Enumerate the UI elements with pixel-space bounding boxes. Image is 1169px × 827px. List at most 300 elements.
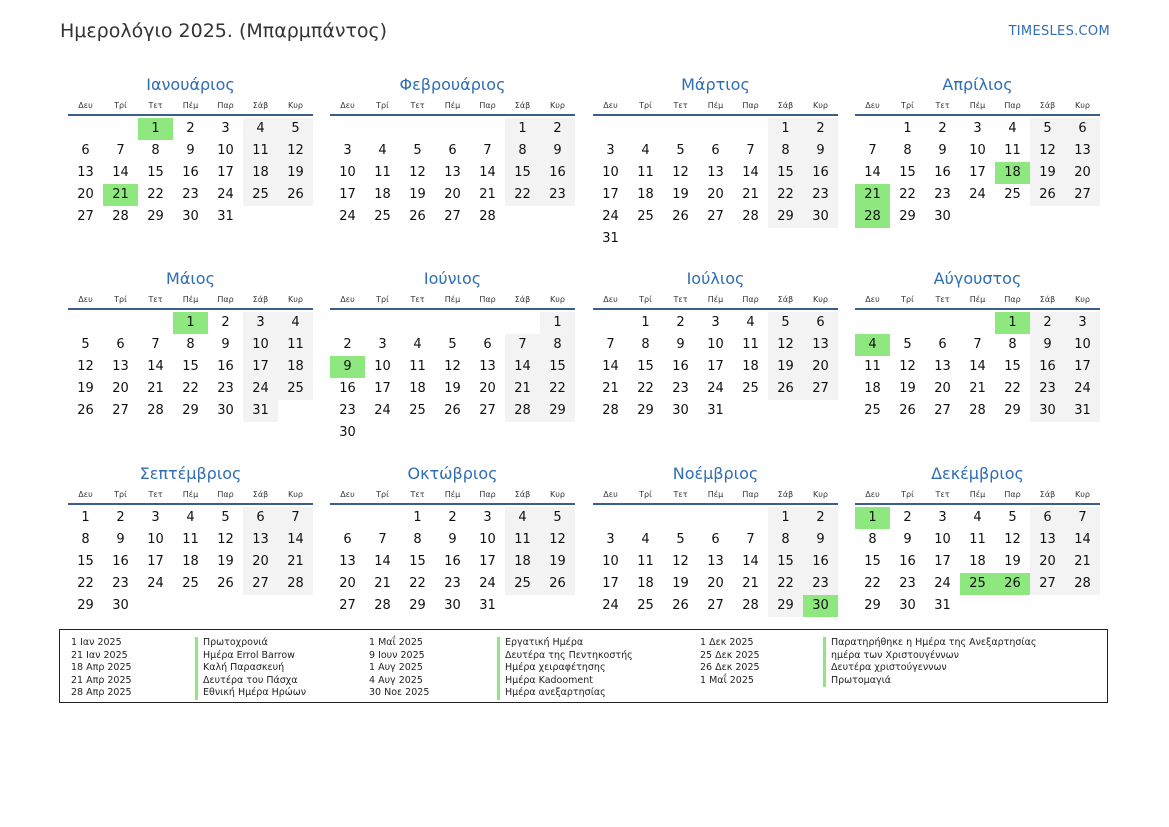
day-cell: 17 <box>707 359 724 374</box>
day-cell: 15 <box>147 165 164 180</box>
day-cell: 12 <box>672 165 689 180</box>
day-cell: 10 <box>969 143 986 158</box>
empty-cell <box>68 312 103 334</box>
day-cell: 23 <box>112 576 129 591</box>
day-cell: 18 <box>278 356 313 378</box>
month-name: Αύγουστος <box>933 269 1022 288</box>
day-cell: 1 <box>903 121 912 136</box>
day-cell: 7 <box>116 143 125 158</box>
day-cell: 27 <box>934 403 951 418</box>
day-cell: 19 <box>1004 554 1021 569</box>
weekday-label: Τετ <box>673 295 688 304</box>
day-cell: 26 <box>768 378 803 400</box>
day-cell: 8 <box>903 143 912 158</box>
weekday-label: Πέμ <box>969 490 986 499</box>
day-cell: 5 <box>676 143 685 158</box>
day-cell: 20 <box>1030 551 1065 573</box>
day-cell: 8 <box>768 529 803 551</box>
weekday-label: Τρί <box>114 101 127 110</box>
day-cell: 28 <box>374 598 391 613</box>
day-cell: 3 <box>606 143 615 158</box>
weekday-label: Δευ <box>78 101 93 110</box>
day-cell: 30 <box>339 425 356 440</box>
day-cell: 22 <box>899 187 916 202</box>
day-cell: 16 <box>672 359 689 374</box>
legend-holiday-name: Ημέρα Errol Barrow <box>203 649 295 661</box>
day-cell: 15 <box>540 356 575 378</box>
day-cell: 8 <box>151 143 160 158</box>
day-grid <box>593 118 838 250</box>
day-cell: 5 <box>81 337 90 352</box>
weekday-label: Τρί <box>376 101 389 110</box>
legend-dates-col-2 <box>369 637 429 700</box>
weekday-label: Πέμ <box>444 101 461 110</box>
day-cell: 13 <box>77 165 94 180</box>
weekday-label: Κυρ <box>288 101 303 110</box>
day-cell: 2 <box>221 315 230 330</box>
weekday-label: Παρ <box>479 490 496 499</box>
empty-cell <box>855 312 890 334</box>
day-cell: 11 <box>278 334 313 356</box>
day-cell: 6 <box>803 312 838 334</box>
day-grid <box>855 312 1100 422</box>
day-cell: 8 <box>641 337 650 352</box>
day-cell: 14 <box>602 359 619 374</box>
legend-date: 1 Αυγ 2025 <box>369 662 423 673</box>
day-cell: 3 <box>938 510 947 525</box>
day-cell: 23 <box>899 576 916 591</box>
day-cell: 17 <box>1065 356 1100 378</box>
day-cell: 14 <box>278 529 313 551</box>
weekday-label: Σάβ <box>777 101 794 110</box>
empty-cell <box>628 507 663 529</box>
day-cell: 2 <box>676 315 685 330</box>
holiday-day-cell: 1 <box>855 507 890 529</box>
day-cell: 11 <box>505 529 540 551</box>
day-cell: 21 <box>374 576 391 591</box>
day-cell: 3 <box>973 121 982 136</box>
holiday-day-cell: 26 <box>995 573 1030 595</box>
day-cell: 1 <box>768 118 803 140</box>
day-cell: 8 <box>186 337 195 352</box>
day-cell: 23 <box>934 187 951 202</box>
day-grid <box>68 507 313 617</box>
day-cell: 12 <box>899 359 916 374</box>
day-cell: 26 <box>77 403 94 418</box>
day-cell: 27 <box>803 378 838 400</box>
weekday-label: Κυρ <box>1075 490 1090 499</box>
weekday-label: Τετ <box>935 490 950 499</box>
day-cell: 12 <box>768 334 803 356</box>
day-grid <box>330 507 575 617</box>
day-cell: 12 <box>77 359 94 374</box>
day-cell: 25 <box>374 209 391 224</box>
day-cell: 8 <box>505 140 540 162</box>
day-cell: 26 <box>278 184 313 206</box>
day-cell: 8 <box>81 532 90 547</box>
day-cell: 7 <box>606 337 615 352</box>
day-cell: 16 <box>339 381 356 396</box>
day-cell: 9 <box>540 140 575 162</box>
day-cell: 23 <box>672 381 689 396</box>
weekday-label: Δευ <box>340 490 355 499</box>
day-cell: 6 <box>116 337 125 352</box>
month-block <box>68 463 313 617</box>
legend-holiday-name: Δευτέρα του Πάσχα <box>203 674 298 686</box>
day-cell: 18 <box>374 187 391 202</box>
day-cell: 27 <box>339 598 356 613</box>
legend-date: 28 Απρ 2025 <box>71 687 132 698</box>
day-cell: 6 <box>448 143 457 158</box>
holiday-day-cell: 9 <box>330 356 365 378</box>
day-cell: 10 <box>217 143 234 158</box>
day-cell: 23 <box>217 381 234 396</box>
day-cell: 2 <box>803 507 838 529</box>
day-cell: 18 <box>637 576 654 591</box>
holiday-day-cell: 25 <box>960 573 995 595</box>
day-cell: 3 <box>606 532 615 547</box>
weekday-header <box>855 100 1100 116</box>
day-cell: 27 <box>112 403 129 418</box>
month-name: Απρίλιος <box>942 75 1013 94</box>
day-cell: 22 <box>147 187 164 202</box>
day-cell: 24 <box>934 576 951 591</box>
day-cell: 10 <box>339 165 356 180</box>
day-cell: 18 <box>409 381 426 396</box>
day-cell: 21 <box>742 576 759 591</box>
day-cell: 23 <box>803 184 838 206</box>
month-name: Νοέμβριος <box>672 464 759 483</box>
weekday-label: Σάβ <box>1039 101 1056 110</box>
empty-cell <box>733 118 768 140</box>
day-cell: 10 <box>707 337 724 352</box>
site-link[interactable]: TIMESLES.COM <box>1008 24 1110 39</box>
day-cell: 30 <box>899 598 916 613</box>
empty-cell <box>663 507 698 529</box>
day-cell: 28 <box>602 403 619 418</box>
day-cell: 10 <box>934 532 951 547</box>
day-cell: 5 <box>448 337 457 352</box>
day-cell: 11 <box>243 140 278 162</box>
day-cell: 15 <box>1004 359 1021 374</box>
day-cell: 6 <box>711 143 720 158</box>
weekday-label: Τρί <box>639 295 652 304</box>
day-cell: 5 <box>676 532 685 547</box>
weekday-label: Τετ <box>148 101 163 110</box>
day-cell: 13 <box>243 529 278 551</box>
weekday-label: Παρ <box>217 295 234 304</box>
day-cell: 11 <box>637 165 654 180</box>
weekday-label: Κυρ <box>1075 101 1090 110</box>
weekday-label: Πέμ <box>707 295 724 304</box>
day-cell: 19 <box>409 187 426 202</box>
day-cell: 20 <box>444 187 461 202</box>
day-cell: 16 <box>803 551 838 573</box>
day-cell: 16 <box>112 554 129 569</box>
day-cell: 24 <box>217 187 234 202</box>
day-cell: 2 <box>448 510 457 525</box>
day-cell: 8 <box>868 532 877 547</box>
day-cell: 19 <box>278 162 313 184</box>
weekday-label: Σάβ <box>514 101 531 110</box>
day-cell: 19 <box>768 356 803 378</box>
day-cell: 22 <box>768 184 803 206</box>
day-cell: 9 <box>221 337 230 352</box>
day-cell: 15 <box>637 359 654 374</box>
weekday-label: Σάβ <box>1039 295 1056 304</box>
day-cell: 31 <box>243 400 278 422</box>
month-block <box>855 268 1100 422</box>
day-cell: 28 <box>112 209 129 224</box>
day-cell: 27 <box>707 209 724 224</box>
day-cell: 4 <box>505 507 540 529</box>
day-cell: 20 <box>479 381 496 396</box>
weekday-label: Τετ <box>410 295 425 304</box>
day-cell: 2 <box>903 510 912 525</box>
weekday-header <box>855 294 1100 310</box>
day-cell: 6 <box>1030 507 1065 529</box>
month-block <box>330 268 575 444</box>
day-cell: 20 <box>243 551 278 573</box>
legend-date: 9 Ιουν 2025 <box>369 649 425 661</box>
weekday-label: Δευ <box>78 490 93 499</box>
day-cell: 24 <box>374 403 391 418</box>
empty-cell <box>925 312 960 334</box>
legend-holiday-name: Εθνική Ημέρα Ηρώων <box>203 687 307 698</box>
day-cell: 14 <box>479 165 496 180</box>
day-cell: 18 <box>864 381 881 396</box>
legend-date: 30 Νοε 2025 <box>369 687 430 698</box>
month-name: Οκτώβριος <box>407 464 498 483</box>
day-grid <box>330 118 575 228</box>
day-cell: 16 <box>540 162 575 184</box>
day-cell: 17 <box>374 381 391 396</box>
day-cell: 4 <box>186 510 195 525</box>
empty-cell <box>663 118 698 140</box>
day-cell: 22 <box>864 576 881 591</box>
day-cell: 11 <box>742 337 759 352</box>
day-cell: 2 <box>540 118 575 140</box>
day-cell: 31 <box>1065 400 1100 422</box>
day-cell: 7 <box>151 337 160 352</box>
empty-cell <box>103 118 138 140</box>
legend-date: 25 Δεκ 2025 <box>700 649 760 661</box>
month-name: Σεπτέμβριος <box>139 464 242 483</box>
weekday-label: Πέμ <box>969 101 986 110</box>
day-cell: 17 <box>934 554 951 569</box>
weekday-header <box>68 294 313 310</box>
weekday-header <box>330 100 575 116</box>
day-cell: 9 <box>803 140 838 162</box>
weekday-label: Κυρ <box>813 295 828 304</box>
weekday-header <box>855 489 1100 505</box>
day-cell: 9 <box>1030 334 1065 356</box>
day-cell: 12 <box>1004 532 1021 547</box>
day-cell: 25 <box>409 403 426 418</box>
holiday-day-cell: 1 <box>995 312 1030 334</box>
legend-date: 26 Δεκ 2025 <box>700 662 760 673</box>
holiday-day-cell: 21 <box>103 184 138 206</box>
day-cell: 31 <box>707 403 724 418</box>
day-cell: 10 <box>147 532 164 547</box>
day-cell: 28 <box>479 209 496 224</box>
day-cell: 26 <box>672 209 689 224</box>
weekday-label: Σάβ <box>514 295 531 304</box>
day-grid <box>593 312 838 422</box>
day-cell: 9 <box>803 529 838 551</box>
month-name: Δεκέμβριος <box>931 464 1024 483</box>
day-cell: 14 <box>742 554 759 569</box>
day-cell: 31 <box>479 598 496 613</box>
day-cell: 30 <box>934 209 951 224</box>
day-cell: 30 <box>182 209 199 224</box>
day-cell: 18 <box>742 359 759 374</box>
day-cell: 24 <box>707 381 724 396</box>
day-cell: 12 <box>540 529 575 551</box>
day-cell: 25 <box>742 381 759 396</box>
empty-cell <box>365 312 400 334</box>
weekday-label: Δευ <box>603 490 618 499</box>
weekday-label: Κυρ <box>813 490 828 499</box>
weekday-header <box>593 100 838 116</box>
month-name: Ιανουάριος <box>146 75 235 94</box>
day-cell: 1 <box>505 118 540 140</box>
day-cell: 28 <box>505 400 540 422</box>
day-cell: 19 <box>444 381 461 396</box>
day-cell: 14 <box>742 165 759 180</box>
weekday-label: Παρ <box>1004 490 1021 499</box>
day-cell: 12 <box>409 165 426 180</box>
legend-date: 18 Απρ 2025 <box>71 662 132 673</box>
day-cell: 27 <box>707 598 724 613</box>
empty-cell <box>330 118 365 140</box>
holiday-day-cell: 28 <box>855 206 890 228</box>
weekday-label: Πέμ <box>444 295 461 304</box>
day-cell: 17 <box>339 187 356 202</box>
day-cell: 10 <box>479 532 496 547</box>
day-cell: 14 <box>505 356 540 378</box>
day-cell: 12 <box>278 140 313 162</box>
day-cell: 27 <box>77 209 94 224</box>
day-cell: 17 <box>969 165 986 180</box>
day-cell: 28 <box>1065 573 1100 595</box>
weekday-label: Πέμ <box>707 490 724 499</box>
day-cell: 15 <box>768 162 803 184</box>
day-cell: 21 <box>1065 551 1100 573</box>
day-cell: 16 <box>899 554 916 569</box>
day-cell: 21 <box>505 378 540 400</box>
weekday-label: Δευ <box>603 101 618 110</box>
day-cell: 3 <box>343 143 352 158</box>
empty-cell <box>593 118 628 140</box>
day-cell: 20 <box>803 356 838 378</box>
day-cell: 29 <box>864 598 881 613</box>
day-cell: 22 <box>768 573 803 595</box>
weekday-label: Σάβ <box>252 101 269 110</box>
day-cell: 17 <box>147 554 164 569</box>
legend-date: 21 Απρ 2025 <box>71 674 132 686</box>
day-cell: 20 <box>1065 162 1100 184</box>
day-cell: 5 <box>903 337 912 352</box>
legend-names-col-3 <box>823 637 1036 687</box>
day-cell: 6 <box>343 532 352 547</box>
day-cell: 13 <box>479 359 496 374</box>
day-cell: 21 <box>147 381 164 396</box>
weekday-label: Τρί <box>376 490 389 499</box>
month-name: Μάρτιος <box>681 75 750 94</box>
day-cell: 15 <box>77 554 94 569</box>
weekday-label: Παρ <box>479 295 496 304</box>
day-cell: 22 <box>409 576 426 591</box>
day-cell: 27 <box>479 403 496 418</box>
weekday-label: Παρ <box>479 101 496 110</box>
empty-cell <box>890 312 925 334</box>
legend-holiday-name: Εργατική Ημέρα <box>505 637 584 648</box>
day-grid <box>855 118 1100 228</box>
day-cell: 25 <box>278 378 313 400</box>
empty-cell <box>593 507 628 529</box>
weekday-label: Πέμ <box>969 295 986 304</box>
legend-holiday-name: Παρατηρήθηκε η Ημέρα της Ανεξαρτησίας <box>831 637 1037 648</box>
day-cell: 25 <box>637 598 654 613</box>
day-cell: 18 <box>969 554 986 569</box>
weekday-label: Δευ <box>340 295 355 304</box>
holiday-day-cell: 30 <box>803 595 838 617</box>
day-cell: 4 <box>243 118 278 140</box>
legend-date: 1 Μαΐ 2025 <box>369 637 423 648</box>
legend-date: 1 Μαΐ 2025 <box>700 674 754 686</box>
day-cell: 19 <box>672 576 689 591</box>
holiday-day-cell: 1 <box>173 312 208 334</box>
day-cell: 30 <box>217 403 234 418</box>
day-cell: 28 <box>147 403 164 418</box>
day-grid <box>68 312 313 422</box>
legend-date: 21 Ιαν 2025 <box>71 649 128 661</box>
empty-cell <box>733 507 768 529</box>
day-cell: 13 <box>112 359 129 374</box>
day-cell: 9 <box>676 337 685 352</box>
weekday-label: Πέμ <box>707 101 724 110</box>
weekday-label: Τετ <box>148 490 163 499</box>
day-cell: 7 <box>278 507 313 529</box>
day-cell: 19 <box>540 551 575 573</box>
empty-cell <box>330 507 365 529</box>
day-cell: 29 <box>768 595 803 617</box>
weekday-label: Δευ <box>340 101 355 110</box>
day-cell: 3 <box>711 315 720 330</box>
day-cell: 3 <box>243 312 278 334</box>
day-cell: 1 <box>641 315 650 330</box>
day-cell: 23 <box>540 184 575 206</box>
day-cell: 9 <box>448 532 457 547</box>
empty-cell <box>68 118 103 140</box>
day-cell: 24 <box>479 576 496 591</box>
day-cell: 11 <box>637 554 654 569</box>
day-cell: 18 <box>243 162 278 184</box>
day-cell: 21 <box>602 381 619 396</box>
weekday-label: Κυρ <box>1075 295 1090 304</box>
weekday-label: Δευ <box>865 295 880 304</box>
day-cell: 19 <box>899 381 916 396</box>
day-cell: 28 <box>742 598 759 613</box>
day-cell: 11 <box>969 532 986 547</box>
day-cell: 7 <box>868 143 877 158</box>
month-block <box>68 268 313 422</box>
day-cell: 24 <box>602 598 619 613</box>
weekday-label: Παρ <box>742 101 759 110</box>
day-cell: 13 <box>1065 140 1100 162</box>
day-cell: 1 <box>413 510 422 525</box>
